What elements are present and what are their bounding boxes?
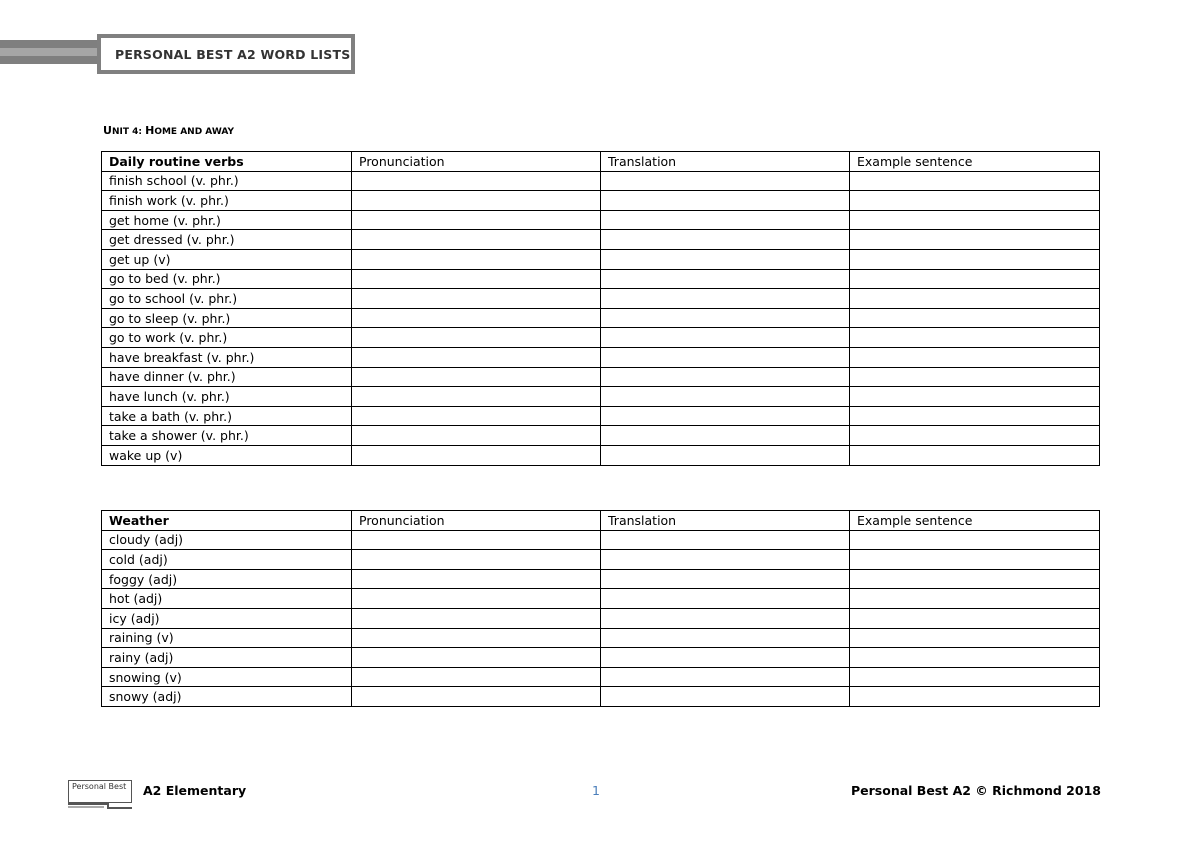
weather-table <box>101 510 1100 707</box>
example-sentence-cell[interactable] <box>850 347 1100 367</box>
translation-cell[interactable] <box>601 347 850 367</box>
pronunciation-cell[interactable] <box>352 289 601 309</box>
example-sentence-cell[interactable] <box>850 406 1100 426</box>
word-cell: finish school (v. phr.) <box>102 171 352 191</box>
word-cell: get dressed (v. phr.) <box>102 230 352 250</box>
pronunciation-cell[interactable] <box>352 367 601 387</box>
word-cell: go to bed (v. phr.) <box>102 269 352 289</box>
translation-cell[interactable] <box>601 328 850 348</box>
table-row <box>102 191 1100 211</box>
pronunciation-cell[interactable] <box>352 328 601 348</box>
example-sentence-cell[interactable] <box>850 667 1100 687</box>
word-cell: cloudy (adj) <box>102 530 352 550</box>
table-row <box>102 347 1100 367</box>
pronunciation-cell[interactable] <box>352 550 601 570</box>
translation-cell[interactable] <box>601 171 850 191</box>
example-sentence-cell[interactable] <box>850 210 1100 230</box>
table-row <box>102 249 1100 269</box>
header-cell: Translation <box>601 152 850 172</box>
table-row <box>102 387 1100 407</box>
table-row <box>102 628 1100 648</box>
header-cell: Pronunciation <box>352 152 601 172</box>
example-sentence-cell[interactable] <box>850 550 1100 570</box>
table-row <box>102 608 1100 628</box>
table-row <box>102 406 1100 426</box>
translation-cell[interactable] <box>601 289 850 309</box>
pronunciation-cell[interactable] <box>352 171 601 191</box>
pronunciation-cell[interactable] <box>352 426 601 446</box>
translation-cell[interactable] <box>601 550 850 570</box>
translation-cell[interactable] <box>601 687 850 707</box>
translation-cell[interactable] <box>601 230 850 250</box>
header-cell: Weather <box>102 511 352 531</box>
word-cell: take a bath (v. phr.) <box>102 406 352 426</box>
table-row <box>102 210 1100 230</box>
word-cell: go to school (v. phr.) <box>102 289 352 309</box>
word-cell: have dinner (v. phr.) <box>102 367 352 387</box>
example-sentence-cell[interactable] <box>850 191 1100 211</box>
pronunciation-cell[interactable] <box>352 667 601 687</box>
pronunciation-cell[interactable] <box>352 628 601 648</box>
pronunciation-cell[interactable] <box>352 569 601 589</box>
pronunciation-cell[interactable] <box>352 230 601 250</box>
word-cell: icy (adj) <box>102 608 352 628</box>
header-title: PERSONAL BEST A2 WORD LISTS <box>115 46 351 62</box>
example-sentence-cell[interactable] <box>850 289 1100 309</box>
translation-cell[interactable] <box>601 249 850 269</box>
word-cell: rainy (adj) <box>102 648 352 668</box>
translation-cell[interactable] <box>601 589 850 609</box>
example-sentence-cell[interactable] <box>850 308 1100 328</box>
example-sentence-cell[interactable] <box>850 628 1100 648</box>
table-row <box>102 269 1100 289</box>
table-row <box>102 667 1100 687</box>
example-sentence-cell[interactable] <box>850 230 1100 250</box>
translation-cell[interactable] <box>601 667 850 687</box>
table-row <box>102 648 1100 668</box>
word-cell: finish work (v. phr.) <box>102 191 352 211</box>
word-cell: cold (adj) <box>102 550 352 570</box>
table-row <box>102 367 1100 387</box>
table-row <box>102 328 1100 348</box>
table-row <box>102 589 1100 609</box>
translation-cell[interactable] <box>601 308 850 328</box>
table-header-row <box>102 152 1100 172</box>
example-sentence-cell[interactable] <box>850 589 1100 609</box>
table-row <box>102 308 1100 328</box>
pronunciation-cell[interactable] <box>352 387 601 407</box>
translation-cell[interactable] <box>601 530 850 550</box>
pronunciation-cell[interactable] <box>352 608 601 628</box>
word-cell: get up (v) <box>102 249 352 269</box>
example-sentence-cell[interactable] <box>850 530 1100 550</box>
pronunciation-cell[interactable] <box>352 445 601 465</box>
translation-cell[interactable] <box>601 426 850 446</box>
word-cell: snowy (adj) <box>102 687 352 707</box>
translation-cell[interactable] <box>601 648 850 668</box>
pronunciation-cell[interactable] <box>352 210 601 230</box>
word-cell: go to sleep (v. phr.) <box>102 308 352 328</box>
footer-level: A2 Elementary <box>143 783 247 798</box>
translation-cell[interactable] <box>601 445 850 465</box>
pronunciation-cell[interactable] <box>352 308 601 328</box>
word-cell: have breakfast (v. phr.) <box>102 347 352 367</box>
table-row <box>102 569 1100 589</box>
table-row <box>102 687 1100 707</box>
example-sentence-cell[interactable] <box>850 171 1100 191</box>
word-cell: snowing (v) <box>102 667 352 687</box>
footer-copyright: Personal Best A2 © Richmond 2018 <box>851 783 1101 798</box>
example-sentence-cell[interactable] <box>850 387 1100 407</box>
example-sentence-cell[interactable] <box>850 426 1100 446</box>
example-sentence-cell[interactable] <box>850 249 1100 269</box>
table-row <box>102 550 1100 570</box>
example-sentence-cell[interactable] <box>850 608 1100 628</box>
example-sentence-cell[interactable] <box>850 445 1100 465</box>
translation-cell[interactable] <box>601 569 850 589</box>
header-cell: Daily routine verbs <box>102 152 352 172</box>
example-sentence-cell[interactable] <box>850 569 1100 589</box>
table-row <box>102 289 1100 309</box>
page-header <box>97 34 355 74</box>
header-cell: Pronunciation <box>352 511 601 531</box>
word-cell: hot (adj) <box>102 589 352 609</box>
unit-title: UNIT 4: HOME AND AWAY <box>103 124 235 137</box>
word-cell: raining (v) <box>102 628 352 648</box>
daily-routine-table <box>101 151 1100 466</box>
table-row <box>102 230 1100 250</box>
pronunciation-cell[interactable] <box>352 589 601 609</box>
header-cell: Example sentence <box>850 152 1100 172</box>
translation-cell[interactable] <box>601 191 850 211</box>
example-sentence-cell[interactable] <box>850 328 1100 348</box>
example-sentence-cell[interactable] <box>850 648 1100 668</box>
header-cell: Translation <box>601 511 850 531</box>
table-row <box>102 426 1100 446</box>
word-cell: wake up (v) <box>102 445 352 465</box>
example-sentence-cell[interactable] <box>850 367 1100 387</box>
translation-cell[interactable] <box>601 269 850 289</box>
word-cell: foggy (adj) <box>102 569 352 589</box>
word-cell: take a shower (v. phr.) <box>102 426 352 446</box>
header-cell: Example sentence <box>850 511 1100 531</box>
pronunciation-cell[interactable] <box>352 249 601 269</box>
table-row <box>102 171 1100 191</box>
example-sentence-cell[interactable] <box>850 269 1100 289</box>
pronunciation-cell[interactable] <box>352 347 601 367</box>
word-cell: go to work (v. phr.) <box>102 328 352 348</box>
example-sentence-cell[interactable] <box>850 687 1100 707</box>
logo-text: Personal Best <box>72 782 127 791</box>
table-row <box>102 445 1100 465</box>
table-header-row <box>102 511 1100 531</box>
translation-cell[interactable] <box>601 210 850 230</box>
pronunciation-cell[interactable] <box>352 687 601 707</box>
pronunciation-cell[interactable] <box>352 530 601 550</box>
translation-cell[interactable] <box>601 367 850 387</box>
pronunciation-cell[interactable] <box>352 191 601 211</box>
translation-cell[interactable] <box>601 406 850 426</box>
translation-cell[interactable] <box>601 387 850 407</box>
personal-best-logo <box>68 780 132 810</box>
page-number: 1 <box>592 783 600 798</box>
translation-cell[interactable] <box>601 608 850 628</box>
pronunciation-cell[interactable] <box>352 269 601 289</box>
pronunciation-cell[interactable] <box>352 648 601 668</box>
pronunciation-cell[interactable] <box>352 406 601 426</box>
word-cell: have lunch (v. phr.) <box>102 387 352 407</box>
word-cell: get home (v. phr.) <box>102 210 352 230</box>
translation-cell[interactable] <box>601 628 850 648</box>
header-band <box>0 40 100 64</box>
table-row <box>102 530 1100 550</box>
